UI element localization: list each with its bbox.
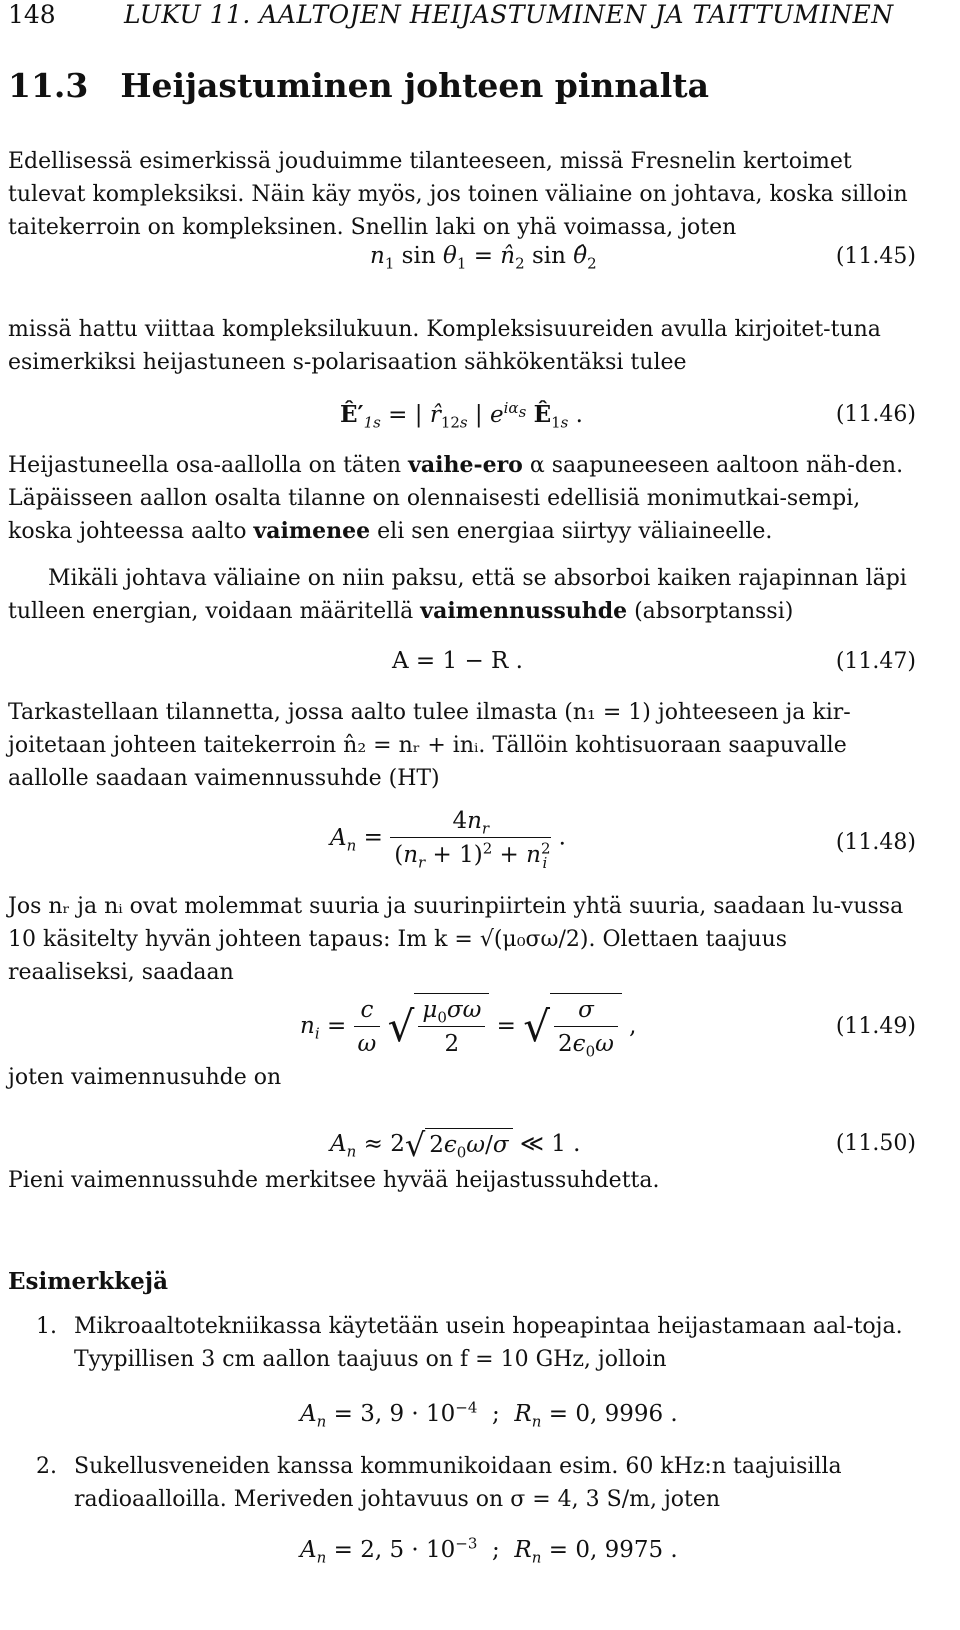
paragraph-complex: missä hattu viittaa kompleksilukuun. Kompleksisuureiden avulla kirjoitet-tuna esimerkiksi heijastuneen s-polarisaation sähkökentäksi tulee — [8, 317, 881, 375]
term-phase-difference: vaihe-ero — [408, 452, 523, 478]
paragraph-conductor: Tarkastellaan tilannetta, jossa aalto tulee ilmasta (n₁ = 1) johteeseen ja kir-joitetaan johteen taitekerroin n̂₂ = nᵣ + inᵢ. Tällöin kohtisuoraan saapuvalle aallolle saadaan vaimennussuhde (HT) — [8, 700, 851, 791]
equation-number: (11.47) — [835, 649, 916, 674]
equation-number: (11.48) — [835, 830, 916, 855]
page-number: 148 — [8, 0, 56, 29]
section-heading — [8, 66, 709, 106]
equation-number: (11.46) — [835, 402, 916, 427]
paragraph-good-conductor: Jos nᵣ ja nᵢ ovat molemmat suuria ja suurinpiirtein yhtä suuria, saadaan lu-vussa 10 käsitelty hyvän johteen tapaus: Im k = √(μ₀σω/2). Olettaen taajuus reaaliseksi, saadaan — [8, 894, 904, 985]
example-result: $A_n = 3$, $9 \cdot 10^{-4}$ ; $R_n = 0$, 9996 . — [300, 1398, 678, 1431]
paragraph-intro: Edellisessä esimerkissä jouduimme tilanteeseen, missä Fresnelin kertoimet tulevat kompleksiksi. Näin käy myös, jos toinen väliaine on johtava, koska silloin taitekerroin on kompleksinen. Snellin laki on yhä voimassa, joten — [8, 149, 908, 240]
equation-absorptance: A = 1 − R . — [392, 648, 523, 674]
equation-imag-index: $n_i$ = $\frac{c}{\omega}$ √ $\frac{\mu_0\sigma\omega}{2}$ = √ $\frac{\sigma}{2\epsilon_0\omega}$ , — [300, 993, 637, 1061]
examples-heading: Esimerkkejä — [8, 1268, 169, 1295]
paragraph-absorptance: Mikäli johtava väliaine on niin paksu, että se absorboi kaiken rajapinnan läpi tulleen energian, voidaan määritellä vaimennussuhde (absorptanssi) — [8, 566, 907, 624]
list-item: 1. Mikroaaltotekniikassa käytetään usein hopeapintaa heijastamaan aal-toja. Tyypillisen 3 cm aallon taajuus on f = 10 GHz, jolloin — [36, 1314, 903, 1372]
equation-normal-absorptance: $A_n$ = $\frac{4n_r}{(n_r + 1)^2 + n^2_i}$ . — [330, 805, 566, 872]
section-number: 11.3 — [8, 66, 89, 105]
equation-number: (11.50) — [835, 1131, 916, 1156]
example-result: $A_n = 2$, $5 \cdot 10^{-3}$ ; $R_n = 0$, 9975 . — [300, 1534, 678, 1567]
equation-number: (11.49) — [835, 1014, 916, 1039]
term-attenuates: vaimenee — [253, 518, 371, 544]
paragraph-phase: Heijastuneella osa-aallolla on täten vaihe-ero α saapuneeseen aaltoon näh-den. Läpäisseen aallon osalta tilanne on olennaisesti edellisiä monimutkai-sempi, koska johteessa aalto vaimenee eli sen energiaa siirtyy väliaineelle. — [8, 452, 904, 544]
chapter-running-title: LUKU 11. AALTOJEN HEIJASTUMINEN JA TAITTUMINEN — [124, 0, 894, 29]
fraction: $\frac{4n_r}{(n_r + 1)^2 + n^2_i}$ — [390, 805, 551, 872]
equation-reflected-field: $Ê'_{1s}$ = | $r̂_{12s}$ | $e^{i\alpha_s}$ $Ê_{1s}$ . — [340, 399, 583, 432]
running-header — [8, 0, 920, 30]
section-title: Heijastuminen johteen pinnalta — [120, 66, 709, 105]
equation-snell: $n_1$ $\sin \theta_1$ = $n̂_2$ $\sin \thetâ_2$ — [370, 243, 597, 273]
list-item: 2. Sukellusveneiden kanssa kommunikoidaan esim. 60 kHz:n taajuisilla radioaalloilla. Meriveden johtavuus on σ = 4, 3 S/m, joten — [36, 1454, 842, 1512]
term-absorptance: vaimennussuhde — [420, 598, 628, 624]
paragraph-conclusion: Pieni vaimennussuhde merkitsee hyvää heijastussuhdetta. — [8, 1168, 660, 1193]
equation-small-absorptance: $A_n \approx 2√$ $2\epsilon_0\omega/\sigma$ ≪ 1 . — [330, 1126, 581, 1164]
equation-number: (11.45) — [835, 244, 916, 269]
paragraph-thus: joten vaimennusuhde on — [8, 1065, 282, 1090]
